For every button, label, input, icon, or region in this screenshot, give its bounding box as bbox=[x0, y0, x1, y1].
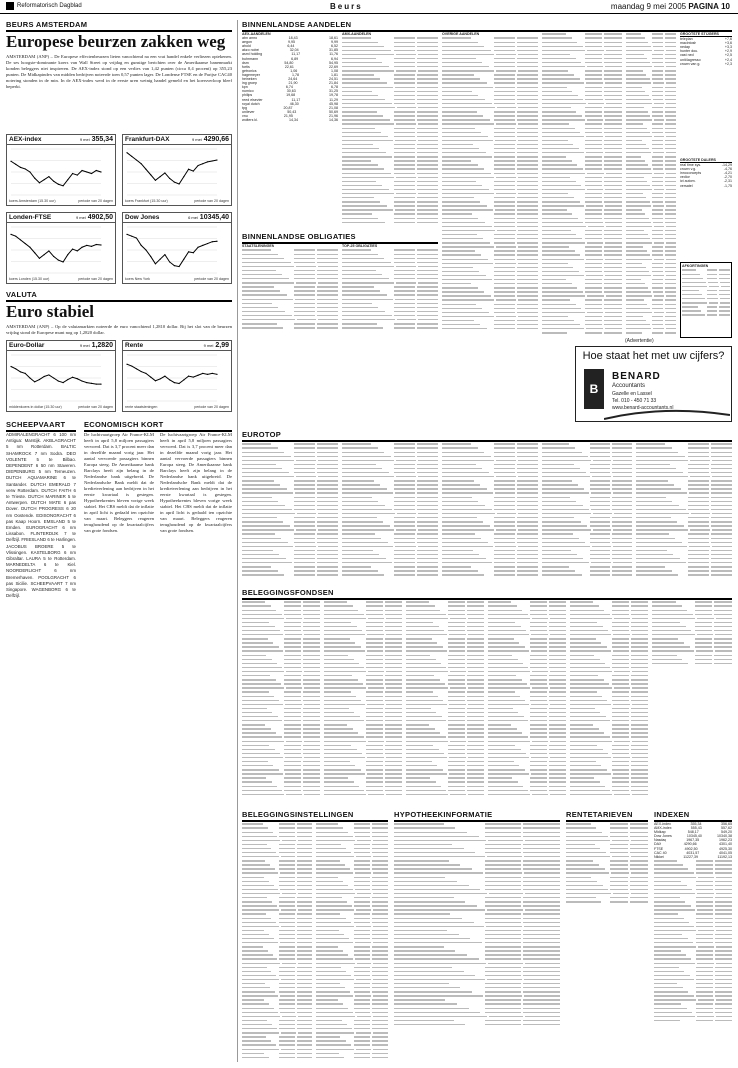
table-row: aegon 9,95 9,99 bbox=[242, 40, 338, 45]
table-row: reed elsevier 11,17 11,29 bbox=[242, 97, 338, 102]
chart-point bbox=[63, 382, 64, 383]
table-row: vnu 21,95 21,96 bbox=[242, 113, 338, 118]
chart-euro-dollar: Euro-Dollar 9 mei 1,2820 middenkoers in dollar (15.30 uur) periode van 20 dagen bbox=[6, 340, 116, 412]
chart-point bbox=[15, 368, 16, 369]
chart-point bbox=[160, 378, 161, 379]
chart-dow-jones: Dow Jones 6 mei 10345,40 koers New York periode van 20 dagen bbox=[122, 212, 232, 284]
table-row: hagemeyer 1,78 1,81 bbox=[242, 72, 338, 77]
chart-point bbox=[188, 169, 189, 170]
chart-point bbox=[188, 251, 189, 252]
chart-point bbox=[10, 234, 11, 235]
chart-point bbox=[77, 174, 78, 175]
chart-point bbox=[155, 263, 156, 264]
chart-point bbox=[164, 254, 165, 255]
chart-point bbox=[86, 245, 87, 246]
valuta-article: AMSTERDAM (ANP) – Op de valutamarkten noteerde de euro vanochtend 1,2810 dollar. Bij het slot van de beurzen vrijdag stond de Europese munt nog op 1,2820 dollar. bbox=[6, 324, 232, 335]
table-row: heineken 24,64 24,51 bbox=[242, 77, 338, 82]
chart-point bbox=[169, 379, 170, 380]
hypotheek-title: HYPOTHEEKINFORMATIE bbox=[394, 810, 560, 822]
chart-point bbox=[212, 160, 213, 161]
chart-aex: AEX-index 9 mei 355,34 koers Amsterdam (15.30 uur) periode van 20 dagen bbox=[6, 134, 116, 206]
table-row: unilever 50,43 50,69 bbox=[242, 109, 338, 114]
chart-point bbox=[212, 373, 213, 374]
index-row: AMX-index 555,43 557,62 bbox=[654, 826, 732, 831]
chart-point bbox=[81, 247, 82, 248]
chart-point bbox=[53, 256, 54, 257]
chart-ftse: Londen-FTSE 9 mei 4902,50 koers Londen (15.30 uur) periode van 20 dagen bbox=[6, 212, 116, 284]
chart-point bbox=[126, 364, 127, 365]
table-row-placeholder bbox=[442, 327, 538, 331]
chart-point bbox=[188, 376, 189, 377]
chart-point bbox=[39, 258, 40, 259]
chart-rente: Rente 9 mei 2,99 rente staatsleningen periode van 20 dagen bbox=[122, 340, 232, 412]
chart-series-line bbox=[127, 364, 217, 383]
table-row-placeholder bbox=[342, 573, 438, 577]
page-info: maandag 9 mei 2005 PAGINA 10 bbox=[610, 2, 730, 11]
chart-point bbox=[207, 374, 208, 375]
eurotop-table-3 bbox=[442, 442, 538, 582]
fondsen-table-3 bbox=[406, 600, 484, 802]
table-row-placeholder bbox=[442, 573, 538, 577]
chart-point bbox=[145, 249, 146, 250]
staatsleningen-table: STAATSLENINGEN bbox=[242, 244, 338, 334]
chart-point bbox=[72, 248, 73, 249]
chart-point bbox=[126, 234, 127, 235]
index-row: Nasdaq 1967,35 1962,23 bbox=[654, 838, 732, 843]
table-row: wolters kl. 14,34 14,36 bbox=[242, 117, 338, 122]
scheepvaart-list: ADMIRALENGRACHT 6 100 nm Antigua: Marstijk. AKBLAGRACHT 5 nm Rotterdam. BALTIC SHAMROCK 7 nm Sodra. DEO VOLENTE 5 te Bilbao. DEPENDENT 6 50 nm Staveren. DIEPENBURG 5 nm Terneuzen. DUTCH AQUAMARINE 6 te Santander. DUTCH EMERALD 7 verw Rotterdam. DUTCH FAITH 6 te Trieste. DUTCH MARINER 5 te Antwerpen. DUTCH MATE 6 pas Dover. DUTCH PROGRESS 6 20 nm Oostende. EDISONGRACHT 6 pas Kaap Hoorn. EMSLAND 5 te Emden. EUROGRACHT 6 nm Lissabon. FLINTERDIJK 7 te Delfzijl. FRIESLAND 6 te Harlingen. JACOBUS BROERE 5 te Vlissingen. KASTELBORG 6 nm Gibraltar. LAURA 5 te Rotterdam. MARNEDELTA 6 te Kiel. NOORDERLICHT 6 nm Bremerhaven. POOLGRACHT 6 pas Sicilie. SCHEEPVAART 7 nm Singapore. WAGENBORG 6 te Delfzijl. bbox=[6, 432, 76, 599]
fondsen-table-2 bbox=[324, 600, 402, 802]
chart-point bbox=[207, 243, 208, 244]
table-row: ahold 6,44 6,52 bbox=[242, 44, 338, 49]
ad-swoosh-icon bbox=[604, 409, 730, 421]
chart-point bbox=[126, 152, 127, 153]
table-row-placeholder bbox=[324, 792, 402, 796]
chart-point bbox=[67, 379, 68, 380]
table-row: ing groep 21,90 21,84 bbox=[242, 81, 338, 86]
chart-point bbox=[53, 377, 54, 378]
chart-point bbox=[207, 161, 208, 162]
chart-point bbox=[150, 256, 151, 257]
table-row-placeholder bbox=[342, 220, 438, 224]
fondsen-table-1 bbox=[242, 600, 320, 802]
chart-point bbox=[29, 377, 30, 378]
table-row: numico 30,63 31,25 bbox=[242, 89, 338, 94]
chart-point bbox=[202, 373, 203, 374]
table-row-placeholder bbox=[652, 661, 732, 665]
chart-point bbox=[72, 173, 73, 174]
chart-point bbox=[155, 180, 156, 181]
chart-point bbox=[48, 250, 49, 251]
table-row-placeholder bbox=[542, 573, 632, 577]
aex-table: AEX-AANDELEN abn amro 18,43 18,61 aegon 9,95 9,99 ahold 6,44 6,52 akzo nobel 32,04 31,85 asml holding 11,17 11,76 buhrmann 6,89 6,94 dsm 54,80 54,95 fortis 22,61 22,69 getronics 1,06 1,08 hagemeyer 1,78 1,81 heineken 24,64 24,51 ing groep 21,90 21,84 kpn 6,74 6,78 numico 30,63 31,25 philips 19,68 19,78 reed elsevier 11,17 11,29 royal dutch 46,30 45,98 tpg 20,87 21,08 unilever 50,43 50,69 vnu 21,95 21,96 wolters kl. 14,34 14,36 bbox=[242, 32, 338, 122]
fondsen-table-4 bbox=[488, 600, 566, 802]
daler-row: versatel -1,75 bbox=[680, 183, 732, 188]
ad-company: BENARD bbox=[612, 371, 661, 382]
valuta-section-title: VALUTA bbox=[6, 290, 232, 302]
chart-series-line bbox=[127, 153, 217, 184]
chart-point bbox=[150, 376, 151, 377]
chart-point bbox=[202, 245, 203, 246]
chart-point bbox=[58, 260, 59, 261]
chart-point bbox=[100, 171, 101, 172]
index-row: DAX 4290,66 4301,40 bbox=[654, 842, 732, 847]
table-row-placeholder bbox=[654, 1019, 732, 1023]
chart-point bbox=[141, 371, 142, 372]
stijger-row: crown van g. +2,3 bbox=[680, 61, 732, 66]
table-row: buhrmann 6,89 6,94 bbox=[242, 56, 338, 61]
chart-point bbox=[212, 241, 213, 242]
chart-point bbox=[174, 182, 175, 183]
chart-point bbox=[58, 380, 59, 381]
amx-table: AMX-AANDELEN bbox=[342, 32, 438, 227]
chart-point bbox=[179, 266, 180, 267]
chart-point bbox=[25, 168, 26, 169]
chart-point bbox=[91, 173, 92, 174]
scheepvaart-section-title: SCHEEPVAART bbox=[6, 420, 76, 432]
chart-point bbox=[193, 170, 194, 171]
eurotop-table-4 bbox=[542, 442, 632, 582]
chart-point bbox=[63, 261, 64, 262]
eurotop-table-5 bbox=[636, 442, 732, 582]
chart-point bbox=[29, 247, 30, 248]
chart-point bbox=[91, 246, 92, 247]
chart-point bbox=[164, 376, 165, 377]
beurs-section-title: BEURS AMSTERDAM bbox=[6, 20, 232, 32]
chart-point bbox=[25, 243, 26, 244]
hypotheek-table bbox=[394, 822, 560, 1062]
table-row: royal dutch 46,30 45,98 bbox=[242, 101, 338, 106]
chart-dax: Frankfurt-DAX 9 mei 4290,66 koers Frankfurt (15.30 uur) periode van 20 dagen bbox=[122, 134, 232, 206]
overige-aandelen-table: OVERIGE AANDELEN bbox=[442, 32, 538, 337]
chart-point bbox=[100, 384, 101, 385]
overige-aandelen-table-2 bbox=[542, 32, 622, 337]
chart-point bbox=[67, 179, 68, 180]
chart-point bbox=[197, 247, 198, 248]
advertentie-label: (Advertentie) bbox=[625, 338, 654, 344]
chart-point bbox=[39, 379, 40, 380]
chart-point bbox=[25, 373, 26, 374]
chart-point bbox=[44, 254, 45, 255]
binnenlandse-aandelen-title: BINNENLANDSE AANDELEN bbox=[242, 20, 732, 32]
chart-point bbox=[216, 374, 217, 375]
chart-point bbox=[81, 380, 82, 381]
chart-point bbox=[141, 245, 142, 246]
chart-point bbox=[169, 178, 170, 179]
index-row: Midkap 548,17 549,20 bbox=[654, 830, 732, 835]
binnenlandse-obligaties-title: BINNENLANDSE OBLIGATIES bbox=[242, 232, 438, 244]
daler-row: innoconcepts -4,21 bbox=[680, 171, 732, 176]
chart-point bbox=[216, 159, 217, 160]
table-row-placeholder bbox=[242, 326, 338, 330]
ad-tel: Tel. 010 - 450 71 33 bbox=[612, 398, 657, 404]
chart-point bbox=[131, 236, 132, 237]
grootste-dalers: GROOTSTE DALERS real time sys. -14,29 crown v.g. -4,76 innoconcepts -4,21 vedior -2,70 ict autom. -2,31 versatel -1,75 bbox=[680, 158, 732, 188]
indexen-title: INDEXEN bbox=[654, 810, 732, 822]
daler-row: ict autom. -2,31 bbox=[680, 179, 732, 184]
chart-point bbox=[58, 184, 59, 185]
chart-point bbox=[91, 383, 92, 384]
chart-point bbox=[20, 371, 21, 372]
table-row-placeholder bbox=[636, 573, 732, 577]
chart-point bbox=[96, 384, 97, 385]
stijger-row: nedap +3,3 bbox=[680, 45, 732, 50]
eurotop-table-2 bbox=[342, 442, 438, 582]
chart-point bbox=[131, 365, 132, 366]
grootste-stijgers: GROOTSTE STIJGERS teleplan +7,6 macintosh +3,6 nedap +3,3 hunter dou. +2,9 vast ned +2,5 unit4agresso +2,4 crown van g. +2,3 bbox=[680, 32, 732, 66]
chart-point bbox=[96, 244, 97, 245]
table-row-placeholder bbox=[406, 792, 484, 796]
chart-point bbox=[39, 182, 40, 183]
chart-point bbox=[216, 241, 217, 242]
renterarieven-table bbox=[566, 822, 648, 912]
index-row: Dow Jones 10345,40 10340,38 bbox=[654, 834, 732, 839]
advertisement[interactable] bbox=[575, 346, 732, 422]
chart-point bbox=[160, 176, 161, 177]
index-row: Nikkei 11227,39 11192,13 bbox=[654, 854, 732, 859]
table-row-placeholder bbox=[394, 1023, 560, 1027]
chart-point bbox=[160, 259, 161, 260]
chart-point bbox=[193, 252, 194, 253]
table-row: akzo nobel 32,04 31,85 bbox=[242, 48, 338, 53]
chart-point bbox=[197, 165, 198, 166]
stijger-row: macintosh +3,6 bbox=[680, 41, 732, 46]
chart-point bbox=[72, 377, 73, 378]
chart-point bbox=[34, 178, 35, 179]
chart-point bbox=[34, 381, 35, 382]
stijger-row: vast ned +2,5 bbox=[680, 53, 732, 58]
fondsen-table-5 bbox=[570, 600, 648, 802]
table-row-placeholder bbox=[242, 1055, 312, 1059]
chart-point bbox=[10, 161, 11, 162]
table-row: fortis 22,61 22,69 bbox=[242, 64, 338, 69]
chart-point bbox=[20, 167, 21, 168]
chart-point bbox=[174, 382, 175, 383]
chart-point bbox=[150, 174, 151, 175]
chart-point bbox=[179, 383, 180, 384]
economisch-article-cont: De luchtvaartgroep Air France-KLM heeft in april 5,8 miljoen passagiers vervoerd. Dat is 3,7 procent meer dan in dezelfde maand vorig jaar. Het aantal vervoerde passagiers binnen Europa steeg. De Amerikaanse bank Barclays heeft zijn belang in de Nederlandse bank uitgebreid. De Nederlandsche Bank meldt dat de kredietverlening aan bedrijven in het eerste kwartaal is gestegen. Hypotheekrentes bleven vorige week stabiel. Het CBS meldt dat de inflatie in april licht is gedaald ten opzichte van maart. Beleggers reageren terughoudend op de kwartaalcijfers van grote fondsen. bbox=[160, 432, 232, 533]
beurs-article: AMSTERDAM (ANP) – De Europese effectenbeurzen lieten vanochtend na een vrat handel enkele verliezen optekenen. De ses hoogste-dominante koers van Wall Street op vrijdag en gunstige berichten over de Amerikaanse banenmarkt konden beleggers niet inspireren. De AEX-index stond op een verlies van 1,42 punten (circa 0,4 procent) op 355,23 punten. De Midkapindex van midden bedrijven noteerde toen 0,57 punten lager. De Londense FTSE en de Parijse CAC40 notering stonden in de min. In de AEX-index werd in de eerste uren weinig handel gemeld en het koersverloop bleef beperkt. bbox=[6, 54, 232, 89]
section-title: Beurs bbox=[330, 2, 363, 11]
index-row: FTSE 4902,50 4925,30 bbox=[654, 846, 732, 851]
chart-point bbox=[145, 169, 146, 170]
chart-point bbox=[136, 159, 137, 160]
ad-headline: Hoe staat het met uw cijfers? bbox=[582, 350, 725, 362]
table-row-placeholder bbox=[566, 900, 648, 904]
chart-point bbox=[48, 176, 49, 177]
overige-aandelen-table-3 bbox=[626, 32, 676, 337]
chart-point bbox=[86, 171, 87, 172]
chart-series-line bbox=[11, 367, 101, 385]
chart-point bbox=[67, 254, 68, 255]
chart-point bbox=[100, 244, 101, 245]
chart-point bbox=[63, 185, 64, 186]
chart-point bbox=[44, 376, 45, 377]
chart-point bbox=[179, 183, 180, 184]
beurs-headline: Europese beurzen zakken weg bbox=[6, 32, 226, 51]
table-row-placeholder bbox=[488, 792, 566, 796]
chart-point bbox=[29, 171, 30, 172]
table-row-placeholder bbox=[682, 313, 730, 317]
chart-series-line bbox=[11, 161, 101, 186]
chart-point bbox=[164, 172, 165, 173]
beleggingsinstellingen-title: BELEGGINGSINSTELLINGEN bbox=[242, 810, 388, 822]
chart-point bbox=[15, 164, 16, 165]
table-row: tpg 20,87 21,08 bbox=[242, 105, 338, 110]
economisch-article: De luchtvaartgroep Air France-KLM heeft in april 5,8 miljoen passagiers vervoerd. Dat is 3,7 procent meer dan in dezelfde maand vorig jaar. Het aantal vervoerde passagiers binnen Europa steeg. De Amerikaanse bank Barclays heeft zijn belang in de Nederlandse bank uitgebreid. De Nederlandsche Bank meldt dat de kredietverlening aan bedrijven in het eerste kwartaal is gestegen. Hypotheekrentes bleven vorige week stabiel. Het CBS meldt dat de inflatie in april licht is gedaald ten opzichte van maart. Beleggers reageren terughoudend op de kwartaalcijfers van grote fondsen. bbox=[84, 432, 154, 533]
instellingen-table-1 bbox=[242, 822, 312, 1062]
chart-point bbox=[34, 252, 35, 253]
fondsen-table-6 bbox=[652, 600, 732, 802]
table-row-placeholder bbox=[570, 792, 648, 796]
index-row: AEX-index 355,34 356,65 bbox=[654, 822, 732, 826]
beleggingsfondsen-title: BELEGGINGSFONDSEN bbox=[242, 588, 732, 600]
chart-point bbox=[20, 239, 21, 240]
top25-obligaties-table: TOP-25 OBLIGATIES bbox=[342, 244, 438, 334]
chart-point bbox=[77, 378, 78, 379]
table-row: getronics 1,06 1,08 bbox=[242, 68, 338, 73]
table-row-placeholder bbox=[242, 573, 338, 577]
paper-logo-icon bbox=[6, 2, 14, 10]
masthead bbox=[0, 0, 738, 14]
ad-sub: Accountants bbox=[612, 383, 646, 389]
stijger-row: teleplan +7,6 bbox=[680, 37, 732, 42]
chart-point bbox=[183, 379, 184, 380]
chart-point bbox=[197, 375, 198, 376]
daler-row: real time sys. -14,29 bbox=[680, 163, 732, 168]
column-divider bbox=[237, 20, 238, 1062]
chart-point bbox=[193, 376, 194, 377]
eurotop-table-1 bbox=[242, 442, 338, 582]
instellingen-table-2 bbox=[316, 822, 388, 1062]
index-row: CAC 40 4031,57 4041,05 bbox=[654, 850, 732, 855]
chart-point bbox=[183, 259, 184, 260]
ad-address: Gazelle en Lassel bbox=[612, 391, 652, 397]
chart-point bbox=[96, 170, 97, 171]
chart-point bbox=[86, 382, 87, 383]
chart-point bbox=[169, 261, 170, 262]
ad-logo-icon: B bbox=[584, 369, 604, 409]
chart-point bbox=[183, 176, 184, 177]
daler-row: crown v.g. -4,76 bbox=[680, 167, 732, 172]
chart-point bbox=[202, 163, 203, 164]
chart-point bbox=[131, 156, 132, 157]
table-row-placeholder bbox=[626, 331, 676, 335]
table-row-placeholder bbox=[316, 1055, 388, 1059]
eurotop-title: EUROTOP bbox=[242, 430, 732, 442]
table-row-placeholder bbox=[242, 792, 320, 796]
table-row: dsm 54,80 54,95 bbox=[242, 60, 338, 65]
table-row: philips 19,68 19,78 bbox=[242, 93, 338, 98]
chart-point bbox=[77, 250, 78, 251]
daler-row: vedior -2,70 bbox=[680, 175, 732, 180]
chart-point bbox=[141, 163, 142, 164]
chart-point bbox=[53, 181, 54, 182]
chart-point bbox=[136, 368, 137, 369]
stijger-row: unit4agresso +2,4 bbox=[680, 57, 732, 62]
table-row: kpn 6,74 6,78 bbox=[242, 85, 338, 90]
table-row-placeholder bbox=[342, 326, 438, 330]
ad-web[interactable]: www.benard-accountants.nl bbox=[612, 405, 674, 411]
table-row: asml holding 11,17 11,76 bbox=[242, 52, 338, 57]
stijger-row: hunter dou. +2,9 bbox=[680, 49, 732, 54]
chart-point bbox=[15, 236, 16, 237]
chart-point bbox=[10, 366, 11, 367]
chart-point bbox=[145, 373, 146, 374]
table-row-placeholder bbox=[542, 331, 622, 335]
chart-point bbox=[48, 374, 49, 375]
chart-point bbox=[136, 237, 137, 238]
chart-point bbox=[44, 179, 45, 180]
economisch-section-title: ECONOMISCH KORT bbox=[84, 420, 232, 432]
table-row: abn amro 18,43 18,61 bbox=[242, 36, 338, 41]
afkortingen-box: AFKORTINGEN bbox=[680, 262, 732, 338]
valuta-headline: Euro stabiel bbox=[6, 302, 95, 321]
renterarieven-title: RENTETARIEVEN bbox=[566, 810, 648, 822]
chart-point bbox=[155, 380, 156, 381]
indexen-table bbox=[654, 822, 732, 1062]
chart-point bbox=[174, 265, 175, 266]
paper-name: Reformatorisch Dagblad bbox=[17, 3, 82, 9]
chart-point bbox=[81, 170, 82, 171]
